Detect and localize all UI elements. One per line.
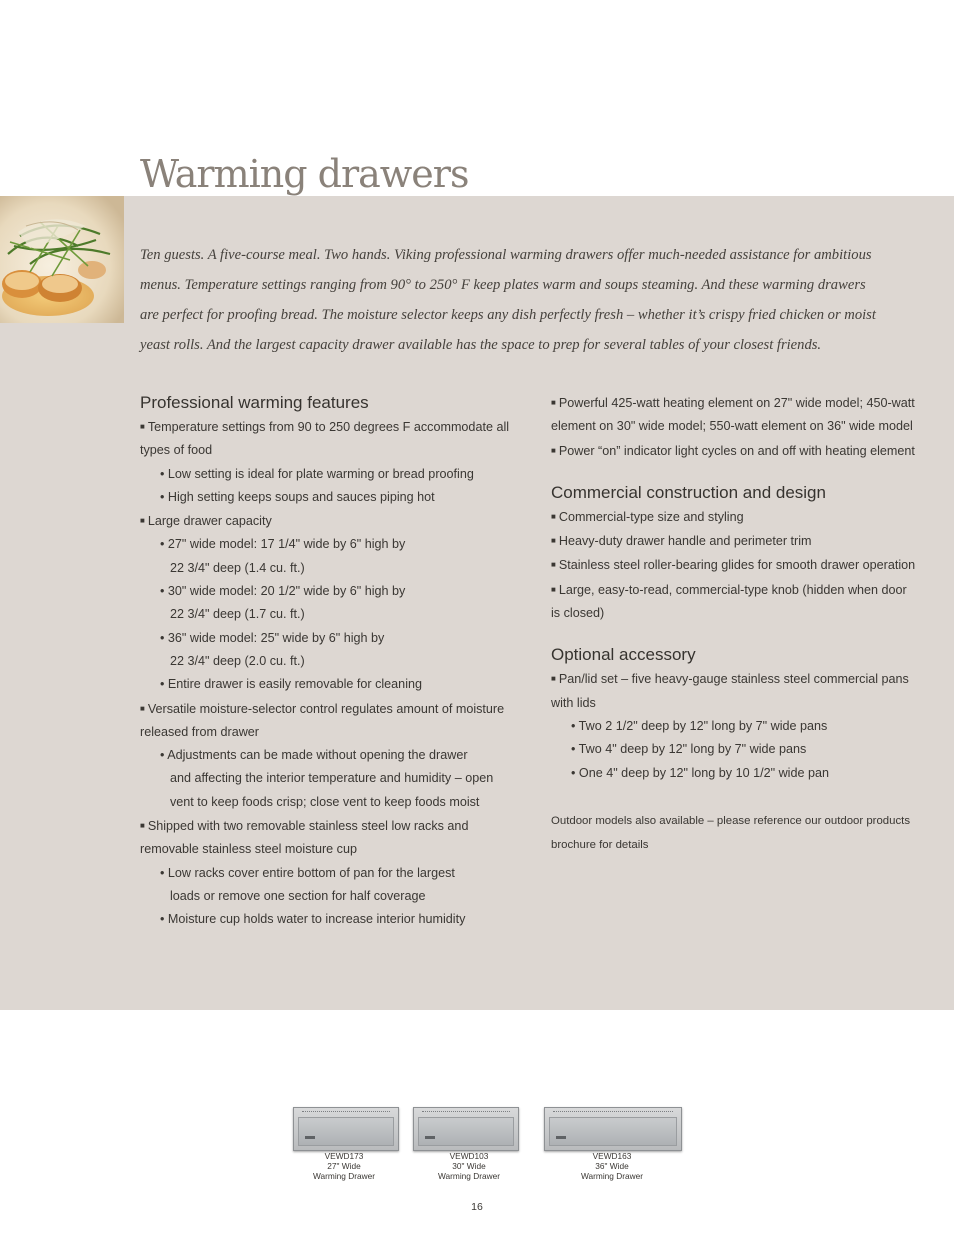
- feature-bullet: ■ Pan/lid set – five heavy-gauge stainless steel commercial pans with lids: [551, 672, 909, 710]
- features-column-left: [140, 391, 525, 932]
- feature-sub-bullet: • Two 4" deep by 12" long by 7" wide pans: [571, 742, 807, 757]
- features-column-right: [551, 391, 916, 857]
- product-caption-vewd173: [284, 1152, 404, 1181]
- feature-sub-bullet: • Adjustments can be made without opening the drawer: [160, 748, 468, 763]
- feature-sub-bullet: • 30" wide model: 20 1/2" wide by 6" high by: [160, 584, 406, 599]
- product-name: Warming Drawer: [313, 1170, 375, 1181]
- feature-sub-bullet: • Moisture cup holds water to increase interior humidity: [160, 912, 466, 927]
- square-bullet-icon: ■: [551, 584, 556, 594]
- square-bullet-icon: ■: [551, 511, 556, 521]
- square-bullet-icon: ■: [551, 536, 556, 546]
- square-bullet-icon: ■: [140, 516, 145, 526]
- product-model: VEWD173: [324, 1151, 364, 1161]
- feature-sub-bullet-continued: vent to keep foods crisp; close vent to keep foods moist: [170, 794, 480, 809]
- warming-drawer-27-image: [293, 1107, 399, 1151]
- square-bullet-icon: ■: [140, 703, 145, 713]
- page-number: 16: [471, 1201, 483, 1213]
- feature-sub-bullet-continued: 22 3/4" deep (2.0 cu. ft.): [170, 653, 305, 668]
- feature-sub-bullet: • Entire drawer is easily removable for cleaning: [160, 677, 422, 692]
- product-name: Warming Drawer: [581, 1170, 643, 1181]
- square-bullet-icon: ■: [140, 422, 145, 431]
- feature-bullet: ■ Stainless steel roller-bearing glides for smooth drawer operation: [551, 558, 916, 573]
- note-text: Outdoor models also available – please reference our outdoor products brochure for details: [551, 814, 911, 851]
- square-bullet-icon: ■: [551, 560, 556, 570]
- feature-sub-bullet-continued: and affecting the interior temperature and humidity – open: [170, 771, 494, 786]
- feature-bullet: ■ Temperature settings from 90 to 250 degrees F accommodate all types of food: [140, 420, 510, 458]
- product-size: 27" Wide: [327, 1160, 361, 1171]
- product-model: VEWD103: [449, 1151, 489, 1161]
- product-caption-vewd163: [552, 1152, 672, 1181]
- warming-drawer-36-image: [544, 1107, 682, 1151]
- feature-bullet: ■ Power “on” indicator light cycles on and off with heating element: [551, 443, 915, 458]
- product-caption-vewd103: [409, 1152, 529, 1181]
- feature-bullet: ■ Versatile moisture-selector control regulates amount of moisture released from drawer: [140, 701, 505, 739]
- square-bullet-icon: ■: [551, 674, 556, 684]
- feature-sub-bullet: • 36" wide model: 25" wide by 6" high by: [160, 630, 385, 645]
- feature-sub-bullet: • Two 2 1/2" deep by 12" long by 7" wide pans: [571, 718, 828, 733]
- feature-sub-bullet: • 27" wide model: 17 1/4" wide by 6" high by: [160, 537, 406, 552]
- square-bullet-icon: ■: [551, 445, 556, 455]
- product-name: Warming Drawer: [438, 1170, 500, 1181]
- product-size: 36" Wide: [595, 1160, 629, 1171]
- feature-bullet: ■ Large drawer capacity: [140, 514, 272, 529]
- feature-sub-bullet: • One 4" deep by 12" long by 10 1/2" wide pan: [571, 765, 829, 780]
- square-bullet-icon: ■: [551, 398, 556, 407]
- square-bullet-icon: ■: [140, 821, 145, 831]
- intro-paragraph: Ten guests. A five-course meal. Two hands. Viking professional warming drawers offer much-needed assistance for ambitious menus. Temperature settings ranging from 90° to 250° F keep plates warm and soups steaming. And these warming drawers are perfect for proofing bread. The moisture selector keeps any dish perfectly fresh – whether it’s crispy fried chicken or moist yeast rolls. And the largest capacity drawer available has the space to prep for several tables of your closest friends.: [140, 247, 876, 353]
- feature-sub-bullet-continued: 22 3/4" deep (1.7 cu. ft.): [170, 607, 305, 622]
- section-heading-optional-accessory: Optional accessory: [551, 645, 696, 665]
- feature-bullet: ■ Large, easy-to-read, commercial-type knob (hidden when door is closed): [551, 582, 907, 621]
- feature-sub-bullet: • Low racks cover entire bottom of pan for the largest: [160, 865, 455, 880]
- page-title: Warming drawers: [140, 152, 469, 196]
- section-heading-commercial-construction: Commercial construction and design: [551, 482, 826, 502]
- outdoor-models-note: [551, 809, 916, 857]
- feature-bullet: ■ Powerful 425-watt heating element on 27" wide model; 450-watt element on 30" wide model; 550-watt element on 36" wide model: [551, 396, 915, 434]
- feature-sub-bullet-continued: loads or remove one section for half coverage: [170, 888, 426, 903]
- feature-bullet: ■ Shipped with two removable stainless steel low racks and removable stainless steel moisture cup: [140, 819, 469, 857]
- warming-drawer-30-image: [413, 1107, 519, 1151]
- feature-sub-bullet-continued: 22 3/4" deep (1.4 cu. ft.): [170, 560, 305, 575]
- feature-bullet: ■ Heavy-duty drawer handle and perimeter trim: [551, 534, 812, 549]
- section-heading-professional-warming: Professional warming features: [140, 393, 369, 412]
- feature-bullet: ■ Commercial-type size and styling: [551, 509, 744, 524]
- feature-sub-bullet: • Low setting is ideal for plate warming or bread proofing: [160, 466, 474, 481]
- product-model: VEWD163: [592, 1151, 632, 1161]
- product-size: 30" Wide: [452, 1160, 486, 1171]
- scallops-dish-photo: [0, 196, 124, 323]
- feature-sub-bullet: • High setting keeps soups and sauces piping hot: [160, 489, 435, 504]
